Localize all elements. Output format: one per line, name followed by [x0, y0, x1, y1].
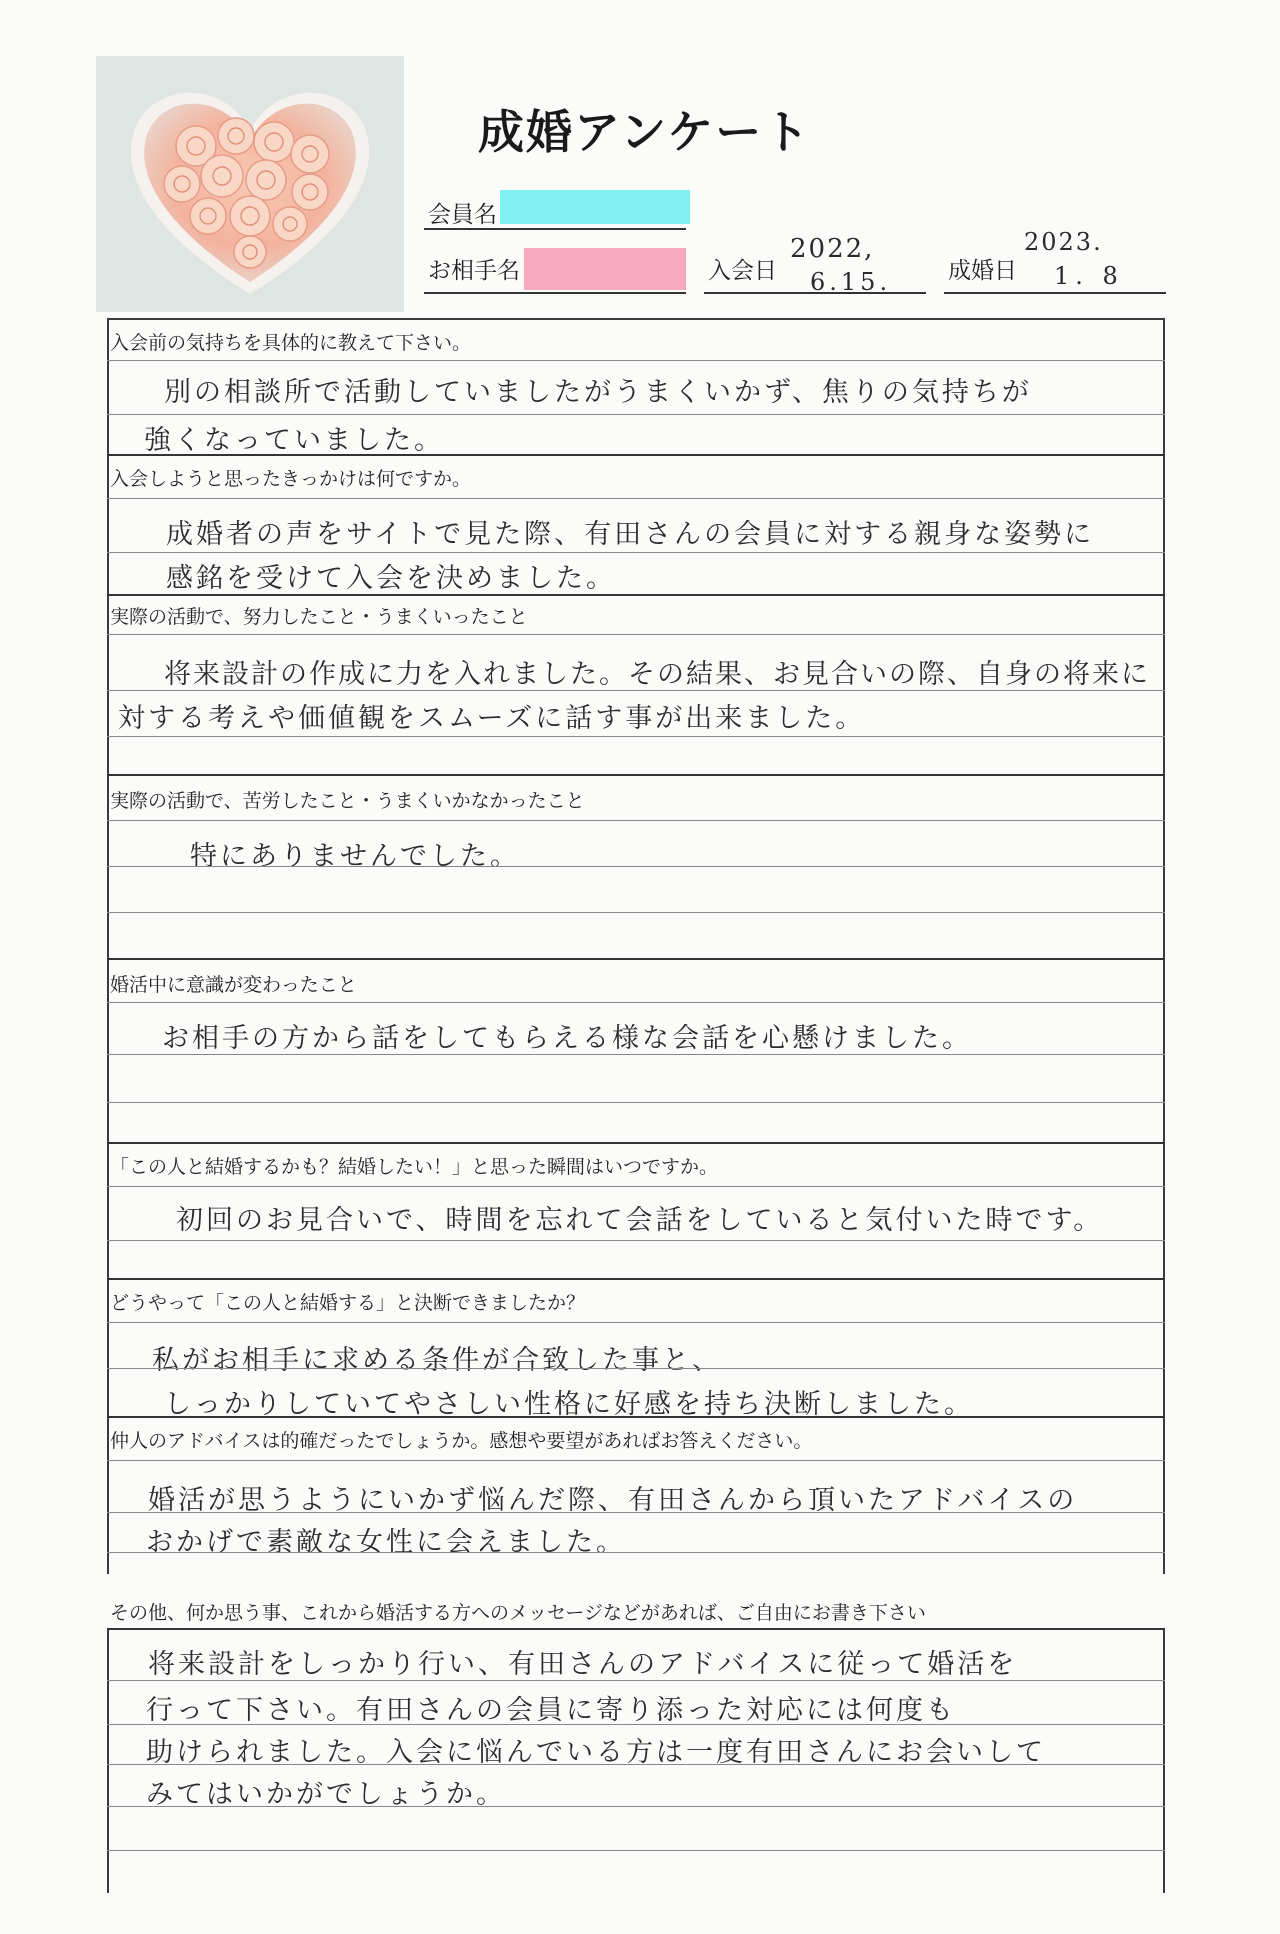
- rule: [107, 1512, 1165, 1513]
- rule: [107, 1322, 1165, 1323]
- rule: [107, 1186, 1165, 1187]
- rule: [107, 1806, 1165, 1807]
- partner-name-redaction: [524, 248, 686, 290]
- section-divider: [107, 958, 1165, 960]
- rule: [107, 736, 1165, 737]
- rule: [107, 1002, 1165, 1003]
- final-answer-line-3: 助けられました。入会に悩んでいる方は一度有田さんにお会いして: [146, 1737, 1046, 1768]
- answer-3-line-2: 対する考えや価値観をスムーズに話す事が出来ました。: [118, 703, 866, 734]
- rule: [107, 1460, 1165, 1461]
- marriage-date-year: 2023.: [1024, 228, 1103, 256]
- marriage-date-line: [944, 292, 1166, 294]
- answer-1-line-2: 強くなっていました。: [144, 425, 444, 456]
- final-answer-line-2: 行って下さい。有田さんの会員に寄り添った対応には何度も: [146, 1695, 956, 1726]
- rule: [107, 1850, 1165, 1851]
- question-final: その他、何か思う事、これから婚活する方へのメッセージなどがあれば、ご自由にお書き下さい: [110, 1602, 926, 1624]
- answer-3-line-1: 将来設計の作成に力を入れました。その結果、お見合いの際、自身の将来に: [164, 659, 1150, 690]
- final-answer-line-1: 将来設計をしっかり行い、有田さんのアドバイスに従って婚活を: [148, 1649, 1018, 1680]
- answer-8-line-2: おかげで素敵な女性に会えました。: [146, 1527, 626, 1558]
- answer-8-line-1: 婚活が思うようにいかず悩んだ際、有田さんから頂いたアドバイスの: [148, 1485, 1078, 1516]
- answer-2-line-2: 感銘を受けて入会を決めました。: [166, 563, 616, 594]
- rule: [107, 866, 1165, 867]
- section-divider: [107, 1416, 1165, 1418]
- rule: [107, 1240, 1165, 1241]
- rose-heart-icon: [96, 56, 404, 312]
- rule: [107, 1054, 1165, 1055]
- marriage-date-label: 成婚日: [948, 258, 1017, 284]
- question-2: 入会しようと思ったきっかけは何ですか。: [110, 468, 472, 490]
- section-divider: [107, 594, 1165, 596]
- rule: [107, 690, 1165, 691]
- final-answer-line-4: みてはいかがでしょうか。: [146, 1779, 506, 1810]
- answer-7-line-1: 私がお相手に求める条件が合致した事と、: [152, 1345, 722, 1376]
- rule: [107, 634, 1165, 635]
- question-6: 「この人と結婚するかも？結婚したい！」と思った瞬間はいつですか。: [110, 1156, 719, 1178]
- section-divider: [107, 1142, 1165, 1144]
- rule: [107, 414, 1165, 415]
- rule: [107, 498, 1165, 499]
- rule: [107, 1724, 1165, 1725]
- question-7: どうやって「この人と結婚する」と決断できましたか？: [110, 1292, 586, 1314]
- question-1: 入会前の気持ちを具体的に教えて下さい。: [110, 332, 472, 354]
- rule: [107, 1102, 1165, 1103]
- rule: [107, 360, 1165, 361]
- page-title: 成婚アンケート: [478, 105, 812, 159]
- rule: [107, 1764, 1165, 1765]
- member-name-redaction: [500, 190, 690, 224]
- join-date-day: 6.15.: [810, 268, 892, 296]
- section-divider: [107, 774, 1165, 776]
- rule: [107, 1368, 1165, 1369]
- answer-7-line-2: しっかりしていてやさしい性格に好感を持ち決断しました。: [164, 1389, 974, 1420]
- answer-5-line-1: お相手の方から話をしてもらえる様な会話を心懸けました。: [162, 1023, 972, 1054]
- question-8: 仲人のアドバイスは的確だったでしょうか。感想や要望があればお答えください。: [110, 1430, 813, 1452]
- answer-6-line-1: 初回のお見合いで、時間を忘れて会話をしていると気付いた時です。: [176, 1205, 1104, 1236]
- section-divider: [107, 454, 1165, 456]
- rule: [107, 820, 1165, 821]
- rose-heart-image: [96, 56, 404, 312]
- answer-4-line-1: 特にありませんでした。: [190, 841, 520, 872]
- question-3: 実際の活動で、努力したこと・うまくいったこと: [110, 606, 528, 628]
- marriage-date-day: 1. 8: [1054, 262, 1124, 290]
- question-4: 実際の活動で、苦労したこと・うまくいかなかったこと: [110, 790, 585, 812]
- join-date-year: 2022,: [790, 234, 875, 264]
- rule: [107, 552, 1165, 553]
- answer-2-line-1: 成婚者の声をサイトで見た際、有田さんの会員に対する親身な姿勢に: [166, 519, 1095, 550]
- member-name-label: 会員名: [428, 202, 497, 228]
- answer-1-line-1: 別の相談所で活動していましたがうまくいかず、焦りの気持ちが: [164, 377, 1032, 408]
- partner-name-line: [424, 292, 686, 294]
- join-date-label: 入会日: [708, 258, 777, 284]
- partner-name-label: お相手名: [428, 258, 520, 284]
- rule: [107, 1552, 1165, 1553]
- section-divider: [107, 1278, 1165, 1280]
- join-date-line: [704, 292, 926, 294]
- member-name-line: [424, 228, 686, 230]
- question-5: 婚活中に意識が変わったこと: [110, 974, 357, 996]
- rule: [107, 1680, 1165, 1681]
- rule: [107, 912, 1165, 913]
